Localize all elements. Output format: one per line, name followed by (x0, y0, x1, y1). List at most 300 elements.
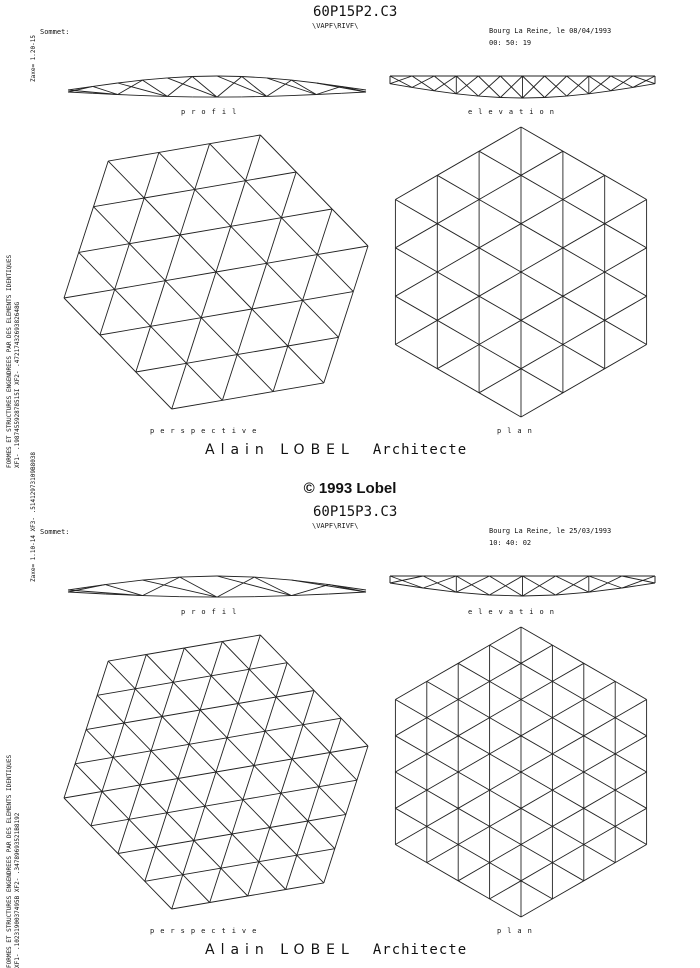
grid-edge (227, 738, 254, 766)
diagonal (167, 78, 217, 97)
grid-edge (605, 200, 647, 224)
grid-edge (216, 226, 231, 272)
perspective-view (64, 135, 368, 409)
grid-edge (136, 372, 172, 409)
chord-bottom (390, 583, 423, 588)
grid-edge (265, 725, 303, 732)
grid-edge (201, 272, 216, 318)
grid-edge (490, 754, 521, 772)
grid-edge (437, 151, 479, 175)
grid-edge (156, 847, 183, 875)
grid-edge (108, 661, 135, 689)
grid-edge (144, 152, 159, 198)
grid-edge (319, 780, 357, 787)
grid-edge (437, 224, 479, 248)
grid-edge (140, 751, 151, 785)
grid-edge (303, 725, 330, 753)
chord-bottom (242, 96, 267, 97)
chord-bottom (292, 95, 317, 96)
grid-edge (292, 753, 330, 760)
grid-edge (437, 369, 479, 393)
grid-edge (552, 826, 583, 844)
diagonal (242, 77, 267, 97)
grid-edge (458, 863, 489, 881)
chord-bottom (523, 595, 556, 596)
grid-edge (521, 718, 552, 736)
grid-edge (151, 717, 162, 751)
grid-edge (86, 723, 124, 730)
grid-edge (292, 759, 319, 787)
grid-edge (427, 700, 458, 718)
grid-edge (521, 645, 552, 663)
vertical-coefficients: XF1- .1023190037495B XF2- .34789693521B8192 (14, 813, 21, 968)
grid-edge (341, 718, 368, 746)
diagonal (143, 580, 218, 597)
grid-edge (521, 175, 563, 199)
grid-edge (584, 681, 615, 699)
grid-edge (317, 209, 332, 255)
grid-edge (563, 175, 605, 199)
grid-edge (339, 292, 354, 338)
grid-edge (437, 200, 479, 224)
grid-edge (94, 207, 130, 244)
zaxe-label: Zaxe= 1.10-14 XF3- .51412973109B8038 (30, 452, 37, 582)
grid-edge (232, 834, 259, 862)
grid-edge (267, 263, 303, 300)
grid-edge (552, 772, 583, 790)
grid-edge (259, 862, 286, 890)
grid-edge (145, 875, 183, 882)
grid-edge (605, 224, 647, 248)
grid-edge (129, 819, 156, 847)
grid-edge (167, 779, 178, 813)
grid-edge (237, 309, 252, 355)
grid-edge (521, 899, 552, 917)
grid-edge (129, 785, 140, 819)
grid-edge (237, 355, 273, 392)
grid-edge (195, 144, 210, 190)
grid-edge (317, 255, 353, 292)
grid-edge (135, 689, 162, 717)
grid-edge (172, 363, 187, 409)
grid-edge (324, 849, 335, 883)
chord-top (93, 83, 118, 86)
perspective-view (64, 635, 368, 909)
grid-edge (584, 718, 615, 736)
grid-edge (249, 635, 260, 669)
grid-edge (248, 862, 259, 896)
grid-edge (216, 263, 267, 272)
grid-edge (115, 281, 166, 290)
architect-name: Alain LOBEL (205, 942, 355, 958)
grid-edge (211, 669, 249, 676)
plan-view (395, 627, 646, 917)
grid-edge (490, 881, 521, 899)
grid-edge (563, 272, 605, 296)
grid-edge (458, 754, 489, 772)
diagonal (217, 577, 254, 597)
grid-edge (584, 863, 615, 881)
grid-edge (211, 642, 222, 676)
grid-edge (265, 731, 292, 759)
drawing-time: 00: 50: 19 (489, 39, 531, 47)
grid-edge (221, 862, 259, 869)
grid-edge (458, 808, 489, 826)
grid-edge (189, 744, 216, 772)
grid-edge (189, 710, 200, 744)
grid-edge (288, 300, 303, 346)
grid-edge (210, 144, 246, 181)
grid-edge (252, 309, 288, 346)
grid-edge (479, 345, 521, 369)
grid-edge (102, 792, 129, 820)
grid-edge (281, 218, 317, 255)
grid-edge (97, 661, 108, 695)
grid-edge (521, 369, 563, 393)
diagonal (192, 77, 217, 98)
grid-edge (231, 226, 267, 263)
grid-edge (151, 281, 166, 327)
grid-edge (427, 754, 458, 772)
vertical-coefficients: XF1- .198745592878515I XF2- .4721743269382648G (14, 302, 21, 468)
elevation-caption: elevation (468, 108, 560, 116)
grid-edge (227, 704, 238, 738)
grid-edge (187, 363, 223, 400)
grid-edge (216, 772, 243, 800)
grid-edge (273, 346, 288, 392)
grid-edge (287, 663, 314, 691)
grid-edge (118, 819, 129, 853)
diagonal (68, 585, 105, 592)
grid-edge (276, 691, 314, 698)
chord-bottom (622, 583, 655, 588)
grid-edge (427, 845, 458, 863)
grid-edge (183, 868, 221, 875)
grid-edge (64, 792, 102, 799)
grid-edge (129, 813, 167, 820)
grid-edge (254, 731, 265, 765)
grid-edge (479, 296, 521, 320)
grid-edge (276, 697, 303, 725)
grid-edge (427, 790, 458, 808)
grid-edge (427, 736, 458, 754)
chord-bottom (329, 592, 366, 594)
elevation-view (390, 576, 655, 596)
grid-edge (146, 648, 184, 655)
grid-edge (395, 296, 437, 320)
grid-edge (118, 854, 145, 882)
grid-edge (270, 793, 281, 827)
grid-edge (115, 244, 130, 290)
grid-edge (395, 845, 426, 863)
grid-edge (395, 772, 426, 790)
grid-edge (479, 200, 521, 224)
diagonal (217, 76, 267, 96)
grid-edge (521, 754, 552, 772)
grid-edge (267, 255, 318, 264)
grid-edge (124, 723, 151, 751)
grid-edge (183, 841, 194, 875)
grid-edge (281, 172, 296, 218)
grid-edge (521, 224, 563, 248)
grid-edge (144, 189, 195, 198)
grid-edge (324, 337, 339, 383)
profil-view (68, 76, 366, 97)
chord-bottom (500, 98, 522, 99)
architect-name: Alain LOBEL (205, 442, 355, 458)
grid-edge (237, 346, 288, 355)
drawing-code: 60P15P2.C3 (313, 4, 397, 20)
grid-edge (79, 244, 130, 253)
grid-edge (97, 689, 135, 696)
chord-top (217, 76, 242, 77)
grid-edge (75, 757, 113, 764)
grid-edge (200, 676, 211, 710)
grid-edge (458, 700, 489, 718)
grid-edge (64, 298, 100, 335)
grid-edge (183, 875, 210, 903)
place-date: Bourg La Reine, le 25/03/1993 (489, 527, 611, 535)
grid-edge (267, 218, 282, 264)
grid-edge (490, 718, 521, 736)
grid-edge (180, 189, 195, 235)
grid-edge (395, 320, 437, 344)
grid-edge (521, 345, 563, 369)
grid-edge (552, 881, 583, 899)
grid-edge (165, 281, 201, 318)
drawing-time: 10: 40: 02 (489, 539, 531, 547)
grid-edge (201, 309, 252, 318)
diagonal (143, 80, 168, 96)
grid-edge (563, 345, 605, 369)
grid-edge (265, 697, 276, 731)
diagonal (267, 80, 292, 96)
grid-edge (615, 790, 646, 808)
grid-edge (490, 899, 521, 917)
grid-edge (205, 800, 243, 807)
grid-edge (458, 645, 489, 663)
grid-edge (100, 289, 115, 335)
grid-edge (319, 787, 346, 815)
grid-edge (187, 318, 202, 364)
sommet-label: Sommet: (40, 28, 70, 36)
grid-edge (254, 766, 281, 794)
architect-title: Architecte (373, 442, 467, 458)
drawing-path: \VAPF\RIVF\ (312, 22, 358, 30)
grid-edge (136, 363, 187, 372)
grid-edge (615, 718, 646, 736)
grid-edge (159, 144, 210, 153)
grid-edge (281, 793, 308, 821)
grid-edge (395, 808, 426, 826)
grid-edge (314, 691, 341, 719)
chord-bottom (143, 596, 180, 597)
grid-edge (248, 890, 286, 897)
grid-edge (194, 806, 205, 840)
grid-edge (79, 252, 115, 289)
chord-bottom (478, 96, 500, 97)
grid-edge (395, 224, 437, 248)
grid-edge (210, 896, 248, 903)
grid-edge (75, 764, 102, 792)
grid-edge (64, 798, 91, 826)
grid-edge (552, 663, 583, 681)
grid-edge (238, 669, 249, 703)
grid-edge (187, 355, 238, 364)
grid-edge (254, 759, 292, 766)
grid-edge (303, 718, 341, 725)
grid-edge (178, 779, 205, 807)
diagonal (423, 576, 456, 588)
grid-edge (395, 200, 437, 224)
grid-edge (552, 790, 583, 808)
chord-top (217, 576, 254, 577)
architect-title: Architecte (373, 942, 467, 958)
drawing-sheet-1 (0, 0, 700, 462)
grid-edge (167, 806, 205, 813)
grid-edge (205, 772, 216, 806)
grid-edge (521, 627, 552, 645)
grid-edge (584, 663, 615, 681)
grid-edge (129, 235, 180, 244)
grid-edge (605, 320, 647, 344)
grid-edge (395, 248, 437, 272)
grid-edge (615, 700, 646, 718)
chord-bottom (167, 96, 192, 97)
grid-edge (165, 235, 180, 281)
grid-edge (584, 808, 615, 826)
grid-edge (479, 224, 521, 248)
grid-edge (427, 808, 458, 826)
grid-edge (151, 326, 187, 363)
grid-edge (79, 207, 94, 253)
grid-edge (281, 787, 319, 794)
grid-edge (249, 663, 287, 670)
grid-edge (167, 813, 194, 841)
grid-edge (330, 718, 341, 752)
grid-edge (222, 635, 260, 642)
grid-edge (172, 903, 210, 910)
grid-edge (521, 127, 563, 151)
diagonal (412, 76, 434, 91)
grid-edge (102, 757, 113, 791)
grid-edge (437, 320, 479, 344)
grid-edge (243, 793, 281, 800)
grid-edge (490, 772, 521, 790)
diagonal (611, 76, 633, 91)
grid-edge (180, 226, 231, 235)
grid-edge (563, 200, 605, 224)
grid-edge (221, 868, 248, 896)
grid-edge (605, 248, 647, 272)
architect-signature (205, 442, 467, 458)
grid-edge (113, 723, 124, 757)
grid-edge (249, 669, 276, 697)
chord-bottom (523, 98, 545, 99)
grid-edge (232, 800, 243, 834)
grid-edge (521, 296, 563, 320)
grid-edge (231, 181, 246, 227)
grid-edge (317, 246, 368, 255)
grid-edge (238, 704, 265, 732)
grid-edge (151, 744, 189, 751)
grid-edge (195, 189, 231, 226)
grid-edge (195, 181, 246, 190)
grid-edge (216, 766, 254, 773)
grid-edge (303, 300, 339, 337)
grid-edge (162, 717, 189, 745)
grid-edge (521, 700, 552, 718)
grid-edge (246, 172, 297, 181)
diagonal (633, 76, 655, 84)
grid-edge (135, 655, 146, 689)
grid-edge (521, 320, 563, 344)
grid-edge (437, 345, 479, 369)
grid-edge (189, 738, 227, 745)
grid-edge (521, 826, 552, 844)
grid-edge (490, 845, 521, 863)
grid-edge (260, 635, 287, 663)
grid-edge (346, 780, 357, 814)
grid-edge (172, 400, 223, 409)
grid-edge (332, 209, 368, 246)
grid-edge (584, 754, 615, 772)
grid-edge (140, 785, 167, 813)
grid-edge (180, 235, 216, 272)
grid-edge (479, 127, 521, 151)
plan-caption: plan (497, 427, 538, 435)
grid-edge (615, 736, 646, 754)
grid-edge (94, 161, 109, 207)
copyright-notice: © 1993 Lobel (0, 480, 700, 497)
grid-edge (395, 272, 437, 296)
grid-edge (605, 175, 647, 199)
grid-edge (124, 717, 162, 724)
drawing-sheet-2 (0, 500, 700, 962)
grid-edge (173, 648, 184, 682)
grid-edge (288, 346, 324, 383)
grid-edge (605, 345, 647, 369)
grid-edge (584, 845, 615, 863)
grid-edge (521, 663, 552, 681)
grid-edge (437, 248, 479, 272)
grid-edge (584, 700, 615, 718)
grid-edge (108, 161, 144, 198)
grid-edge (395, 790, 426, 808)
grid-edge (259, 855, 297, 862)
grid-edge (210, 868, 221, 902)
place-date: Bourg La Reine, le 08/04/1993 (489, 27, 611, 35)
grid-edge (479, 320, 521, 344)
grid-edge (303, 255, 318, 301)
grid-edge (286, 883, 324, 890)
grid-edge (246, 181, 282, 218)
grid-edge (458, 826, 489, 844)
grid-edge (458, 736, 489, 754)
grid-edge (221, 834, 232, 868)
diagonal (589, 576, 622, 588)
grid-edge (615, 826, 646, 844)
grid-edge (552, 645, 583, 663)
grid-edge (490, 645, 521, 663)
grid-edge (100, 326, 151, 335)
drawing-canvas-1 (0, 0, 700, 462)
grid-edge (75, 730, 86, 764)
grid-edge (458, 718, 489, 736)
grid-edge (427, 681, 458, 699)
grid-edge (243, 800, 270, 828)
grid-edge (395, 736, 426, 754)
